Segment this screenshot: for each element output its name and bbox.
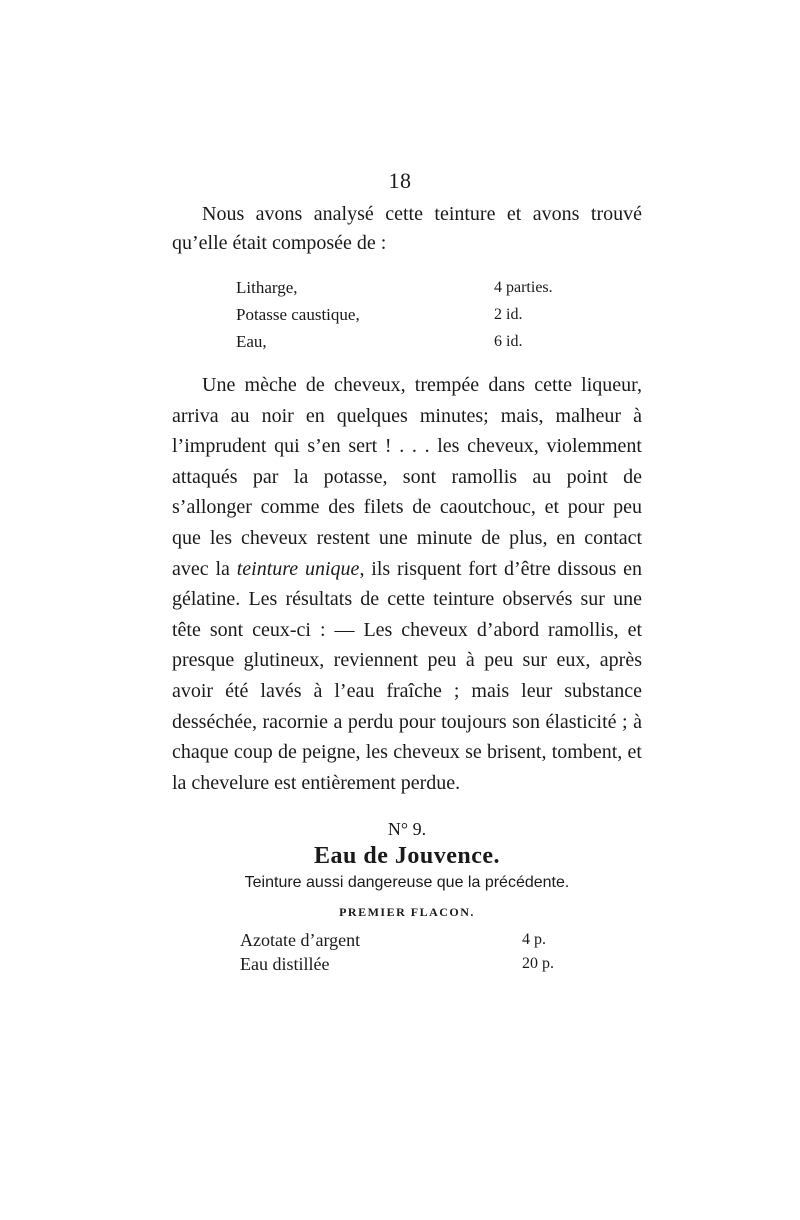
- flacon-heading: PREMIER FLACON.: [339, 905, 475, 919]
- intro-paragraph: [172, 200, 642, 257]
- ingredient-name: Eau distillée: [240, 954, 330, 974]
- ingredient-quantity: 6 id.: [494, 333, 523, 350]
- ingredient-name: Litharge,: [236, 278, 298, 297]
- recipe-row: [240, 928, 570, 952]
- main-text-italic: teinture unique: [236, 557, 360, 580]
- composition-row: [236, 301, 576, 328]
- main-text-part-1: Une mèche de cheveux, trempée dans cette liqueur, arriva au noir en quelques minutes; mais, malheur à l’imprudent qui s’en sert ! . . . les cheveux, violemment attaqués par la potasse, sont ramollis au point de s’allonger comme des filets de caoutchouc, et pour peu que les cheveux restent une minute de plus, en contact avec la: [172, 374, 642, 580]
- ingredient-name: Potasse caustique,: [236, 305, 360, 324]
- ingredient-name: Eau,: [236, 332, 267, 351]
- section-number: N° 9.: [387, 819, 427, 839]
- ingredient-quantity: 20 p.: [522, 955, 554, 972]
- section-title: Eau de Jouvence.: [313, 843, 500, 869]
- ingredient-quantity: 4 p.: [522, 931, 546, 948]
- ingredient-quantity: 4 parties.: [494, 279, 553, 296]
- main-text-part-2: , ils risquent fort d’être dissous en gélatine. Les résultats de cette teinture observés sur une tête sont ceux-ci : — Les cheveux d’abord ramollis, et presque glutineux, reviennent peu à peu sur eux, après avoir été lavés à l’eau fraîche ; mais leur substance desséchée, racornie a perdu pour toujours son élasticité ; à chaque coup de peigne, les cheveux se brisent, tombent, et la chevelure est entièrement perdue.: [172, 557, 643, 794]
- main-text: [172, 370, 642, 798]
- composition-row: [236, 274, 576, 301]
- page-number: 18: [388, 168, 412, 193]
- recipe-row: [240, 952, 570, 976]
- recipe-list: [240, 928, 570, 976]
- ingredient-name: Azotate d’argent: [240, 930, 361, 950]
- intro-text: Nous avons analysé cette teinture et avons trouvé qu’elle était composée de :: [172, 203, 642, 254]
- composition-row: [236, 328, 576, 355]
- composition-list: [236, 274, 576, 355]
- main-paragraph: [172, 370, 642, 798]
- ingredient-quantity: 2 id.: [494, 306, 523, 323]
- section-subtitle: Teinture aussi dangereuse que la précédente.: [244, 874, 570, 891]
